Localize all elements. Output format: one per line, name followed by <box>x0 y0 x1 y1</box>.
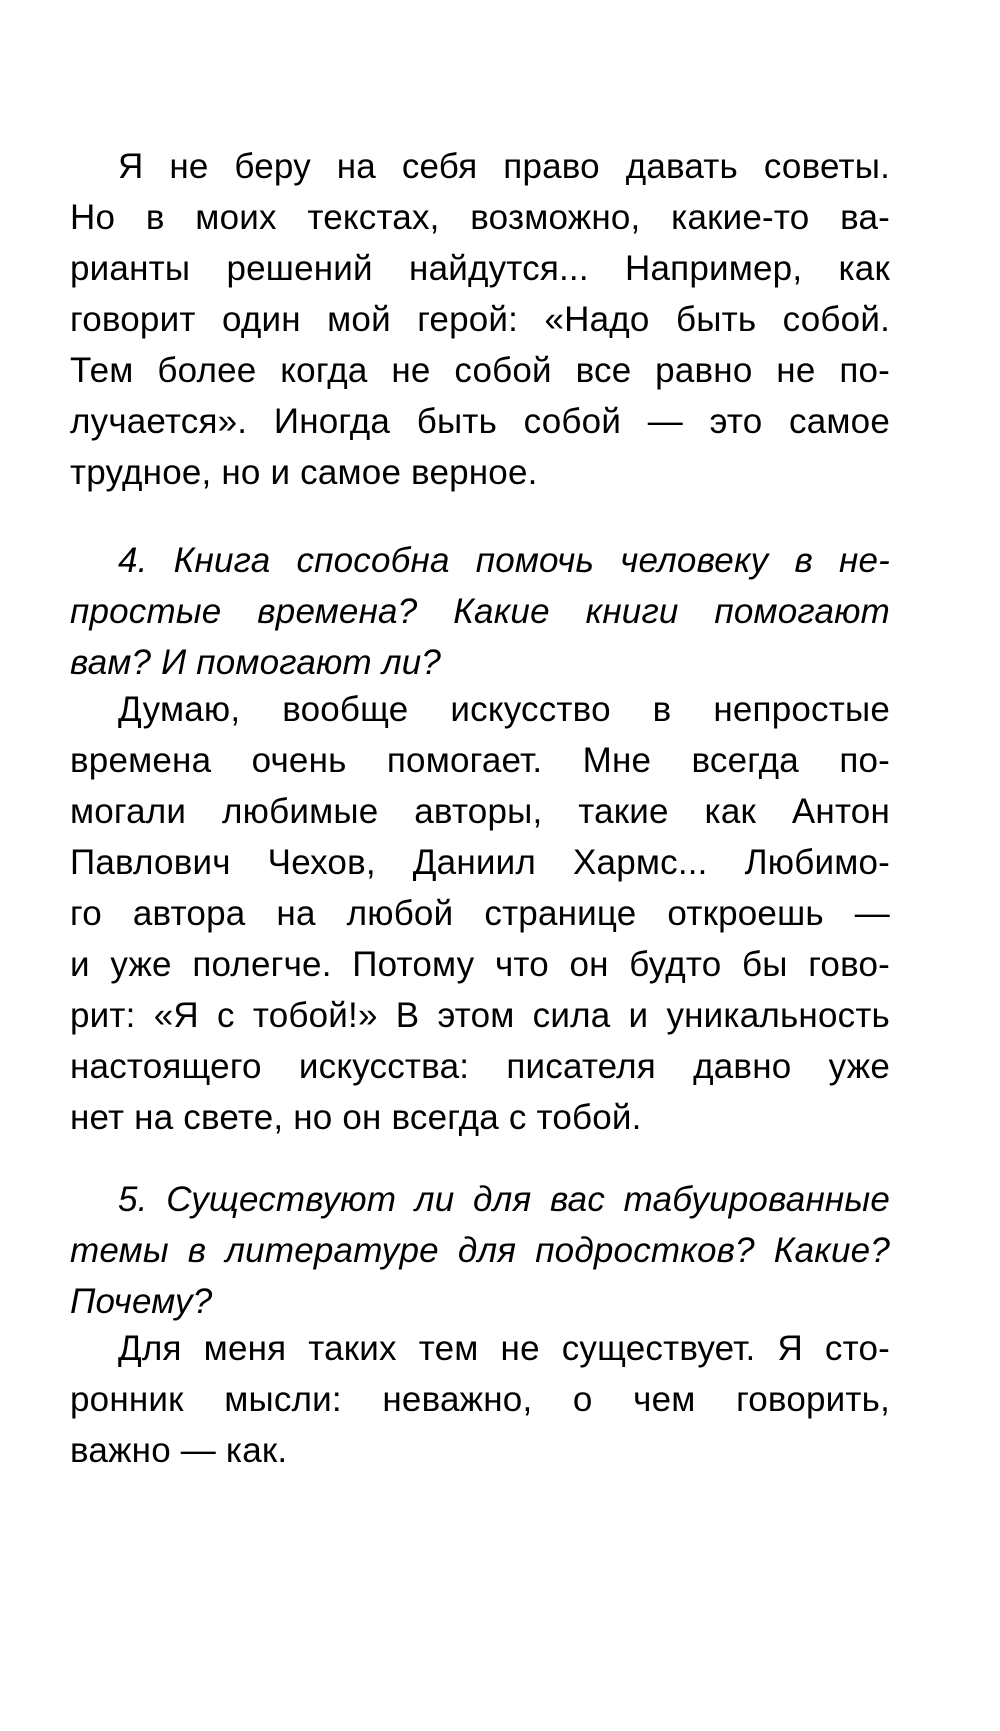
text-line: трудное, но и самое верное. <box>70 453 538 492</box>
question-line: вам? И помогают ли? <box>70 643 442 682</box>
answer-line: нет на свете, но он всегда с тобой. <box>70 1098 642 1137</box>
text-line: рианты решений найдутся... Например, как <box>70 249 890 288</box>
question-line: простые времена? Какие книги помогают <box>70 592 890 631</box>
text-line: лучается». Иногда быть собой — это самое <box>70 402 890 441</box>
text-line: говорит один мой герой: «Надо быть собой. <box>70 300 890 339</box>
question-4 <box>70 535 890 688</box>
answer-line: Думаю, вообще искусство в непростые <box>118 690 890 729</box>
answer-4 <box>70 684 890 1143</box>
answer-line: Для меня таких тем не существует. Я сто- <box>118 1329 890 1368</box>
question-5 <box>70 1174 890 1327</box>
answer-line: времена очень помогает. Мне всегда по- <box>70 741 890 780</box>
paragraph-opening <box>70 141 890 498</box>
text-line: Но в моих текстах, возможно, какие-то ва- <box>70 198 890 237</box>
answer-5 <box>70 1323 890 1476</box>
answer-line: важно — как. <box>70 1431 288 1470</box>
text-line: Тем более когда не собой все равно не по- <box>70 351 890 390</box>
answer-line: Павлович Чехов, Даниил Хармс... Любимо- <box>70 843 890 882</box>
answer-line: ронник мысли: неважно, о чем говорить, <box>70 1380 890 1419</box>
answer-line: настоящего искусства: писателя давно уже <box>70 1047 890 1086</box>
question-line: темы в литературе для подростков? Какие? <box>70 1231 890 1270</box>
text-line: Я не беру на себя право давать советы. <box>118 147 890 186</box>
answer-line: рит: «Я с тобой!» В этом сила и уникальность <box>70 996 890 1035</box>
answer-line: го автора на любой странице откроешь — <box>70 894 890 933</box>
question-line: 4. Книга способна помочь человеку в не- <box>118 541 890 580</box>
question-line: 5. Существуют ли для вас табуированные <box>118 1180 890 1219</box>
answer-line: и уже полегче. Потому что он будто бы гово- <box>70 945 890 984</box>
question-line: Почему? <box>70 1282 213 1321</box>
answer-line: могали любимые авторы, такие как Антон <box>70 792 890 831</box>
